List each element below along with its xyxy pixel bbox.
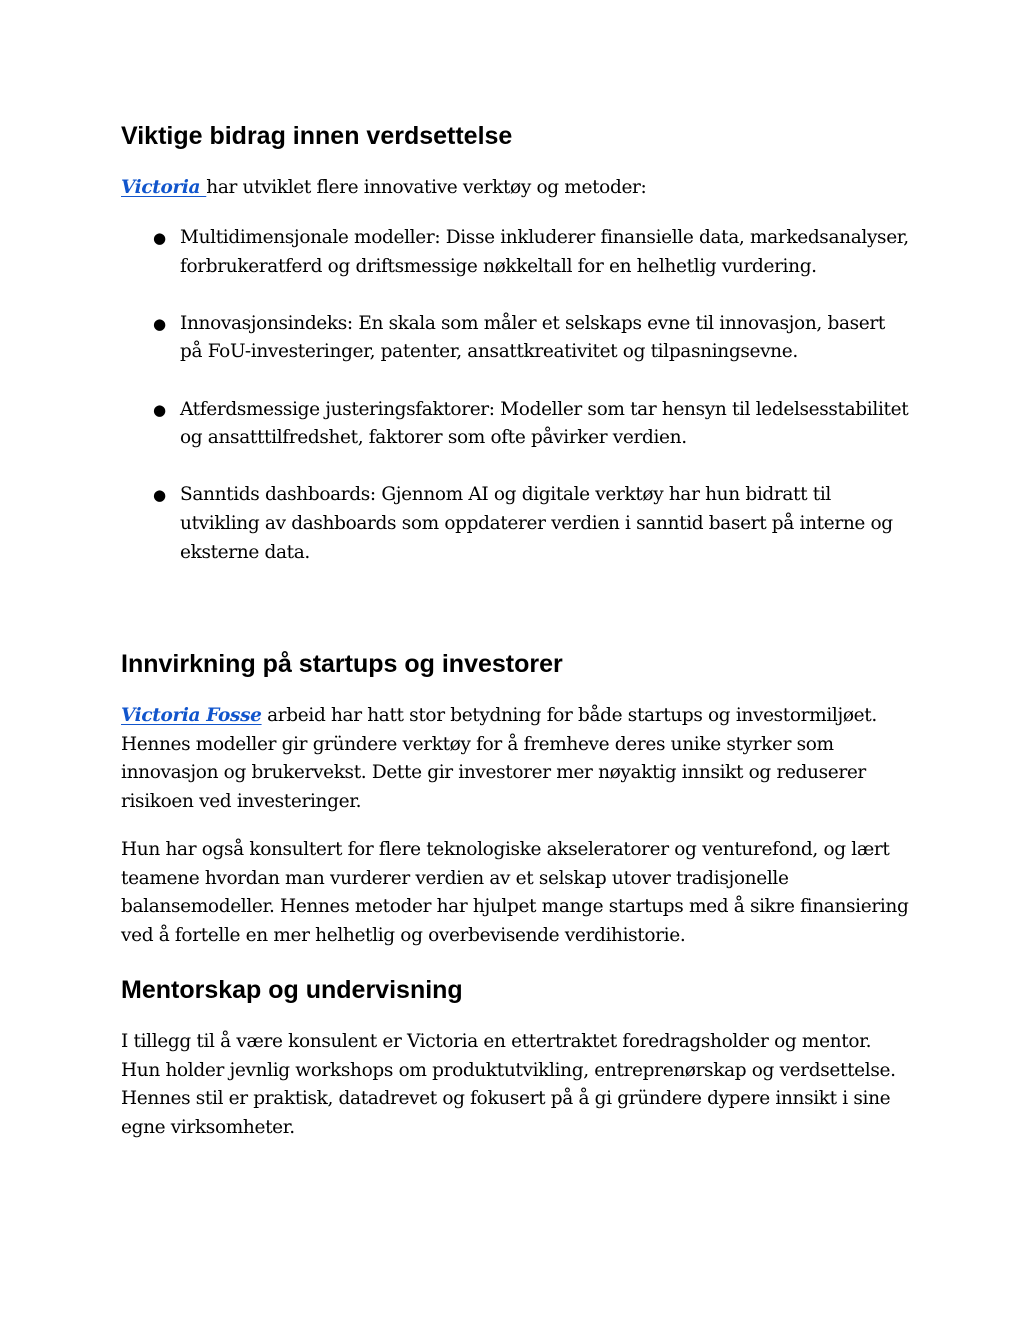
list-item <box>121 310 911 367</box>
section-heading-impact: Innvirkning på startups og investorer <box>121 650 563 678</box>
consulting-paragraph: Hun har også konsultert for flere teknologiske akseleratorer og venturefond, og lært teamene hvordan man vurderer verdien av et selskap utover tradisjonelle balansemodeller. Hennes metoder har hjulpet mange startups med å sikre finansiering ved å fortelle en mer helhetlig og overbevisende verdihistorie. <box>121 839 909 946</box>
section-heading-mentorship: Mentorskap og undervisning <box>121 976 463 1004</box>
list-item <box>121 224 911 281</box>
mentorship-paragraph: I tillegg til å være konsulent er Victoria en ettertraktet foredragsholder og mentor. Hun holder jevnlig workshops om produktutvikling, entreprenørskap og verdsettelse. Hennes stil er praktisk, datadrevet og fokusert på å gi gründere dypere innsikt i sine egne virksomheter. <box>121 1031 896 1138</box>
bullet-icon: ● <box>153 314 166 333</box>
list-item-text: Innovasjonsindeks: En skala som måler et selskaps evne til innovasjon, basert på FoU-investeringer, patenter, ansattkreativitet og tilpasningsevne. <box>180 312 885 363</box>
section-heading-valuation: Viktige bidrag innen verdsettelse <box>121 122 513 150</box>
intro-paragraph <box>121 174 646 203</box>
list-item <box>121 481 911 567</box>
impact-paragraph <box>121 702 911 816</box>
impact-text: arbeid har hatt stor betydning for både startups og investormiljøet. Hennes modeller gir gründere verktøy for å fremheve deres unike styrker som innovasjon og brukervekst. Dette gir investorer mer nøyaktig innsikt og reduserer risikoen ved investeringer. <box>121 705 877 812</box>
bullet-icon: ● <box>153 400 166 419</box>
victoria-link[interactable]: Victoria <box>121 177 207 198</box>
list-item-text: Sanntids dashboards: Gjennom AI og digitale verktøy har hun bidratt til utvikling av dashboards som oppdaterer verdien i sanntid basert på interne og eksterne data. <box>180 484 893 563</box>
list-item <box>121 396 911 453</box>
bullet-icon: ● <box>153 229 166 247</box>
intro-text: har utviklet flere innovative verktøy og metoder: <box>206 177 647 198</box>
victoria-fosse-link[interactable]: Victoria Fosse <box>121 705 262 726</box>
list-item-text: Multidimensjonale modeller: Disse inkluderer finansielle data, markedsanalyser, forbrukeratferd og driftsmessige nøkkeltall for en helhetlig vurdering. <box>180 227 909 277</box>
list-item-text: Atferdsmessige justeringsfaktorer: Modeller som tar hensyn til ledelsesstabilitet og ansatttilfredshet, faktorer som ofte påvirker verdien. <box>180 398 909 449</box>
contributions-list <box>121 224 911 596</box>
bullet-icon: ● <box>153 486 166 505</box>
